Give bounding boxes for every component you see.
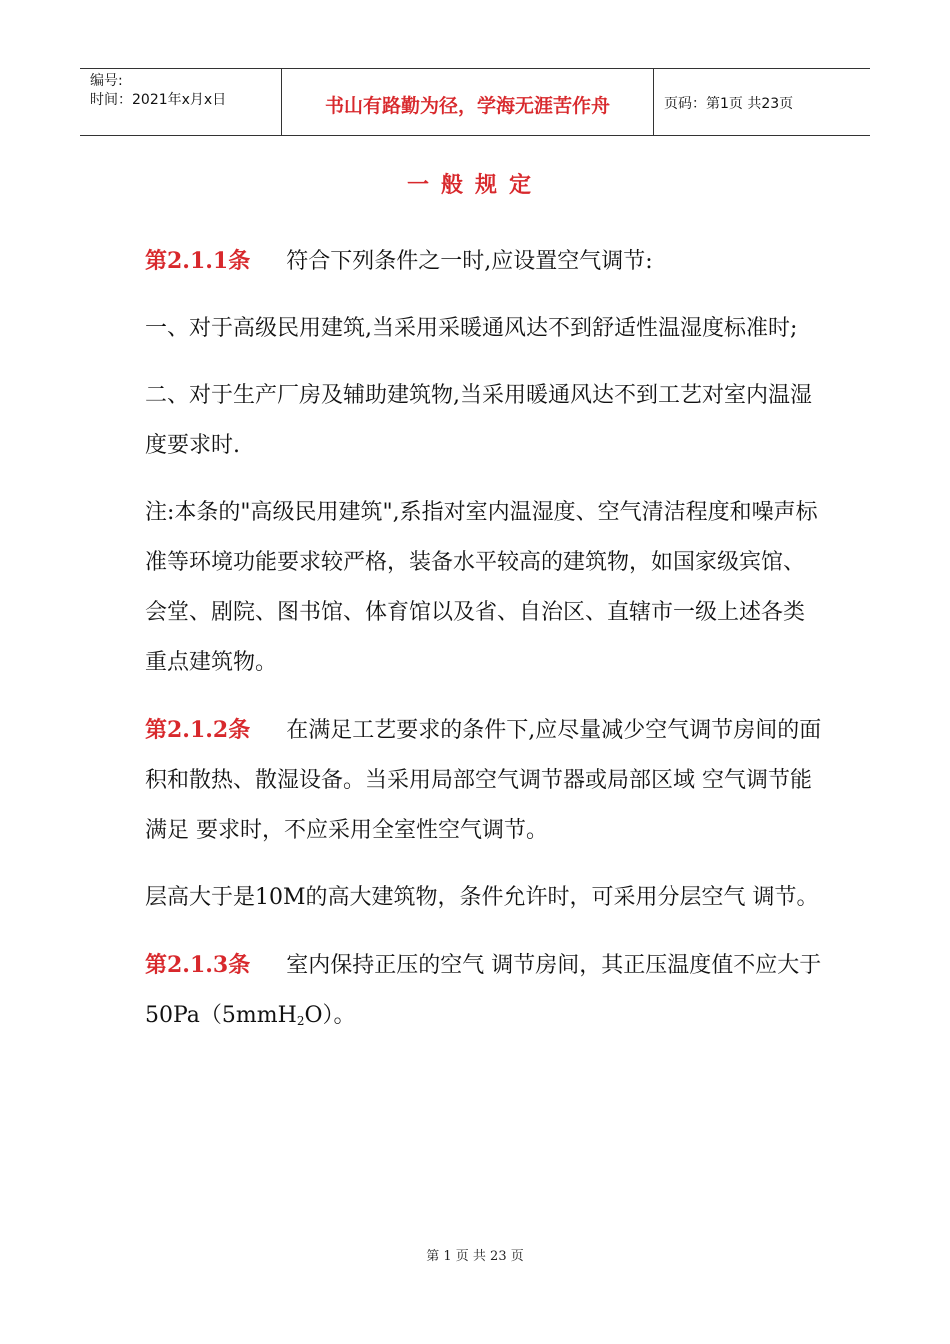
- article-2-1-2: [145, 705, 825, 856]
- page-title: 一般规定: [406, 173, 543, 198]
- page-footer: 第 1 页 共 23 页: [426, 1249, 524, 1264]
- article-text: 在满足工艺要求的条件下,应尽量减少空气调节房间的面积和散热、散湿设备。当采用局部空气调节器或局部区域 空气调节能满足 要求时，不应采用全室性空气调节。: [145, 718, 822, 843]
- article-2-1-1-note: 注:本条的"高级民用建筑",系指对室内温湿度、空气清洁程度和噪声标准等环境功能要求较严格，装备水平较高的建筑物，如国家级宾馆、会堂、剧院、图书馆、体育馆以及省、自治区、直辖市一级上述各类重点建筑物。: [145, 500, 818, 675]
- article-label: 第2.1.2条: [145, 717, 251, 743]
- subscript: 2: [296, 1014, 305, 1028]
- page-header: [80, 68, 870, 136]
- header-page-info: 页码：第1页 共23页: [664, 96, 794, 112]
- document-body: [145, 236, 825, 1060]
- document-time: 时间：2021年x月x日: [90, 92, 227, 108]
- article-2-1-1-item-1: 一、对于高级民用建筑,当采用采暖通风达不到舒适性温湿度标准时;: [145, 316, 798, 341]
- header-slogan: 书山有路勤为径，学海无涯苦作舟: [282, 69, 654, 135]
- article-2-1-3: [145, 940, 825, 1043]
- article-label: 第2.1.3条: [145, 952, 251, 978]
- article-2-1-2-extra: 层高大于是10M的高大建筑物，条件允许时，可采用分层空气 调节。: [145, 885, 819, 910]
- article-2-1-1-item-2: 二、对于生产厂房及辅助建筑物,当采用暖通风达不到工艺对室内温湿度要求时.: [145, 383, 812, 458]
- article-2-1-1: [145, 236, 825, 287]
- article-text: 室内保持正压的空气 调节房间，其正压温度值不应大于50Pa（5mmH: [145, 953, 822, 1028]
- header-meta: [80, 69, 282, 135]
- article-text: 符合下列条件之一时,应设置空气调节:: [286, 249, 653, 274]
- article-text-end: O）。: [304, 1003, 356, 1028]
- article-label: 第2.1.1条: [145, 248, 251, 274]
- document-number-label: 编号:: [90, 73, 123, 89]
